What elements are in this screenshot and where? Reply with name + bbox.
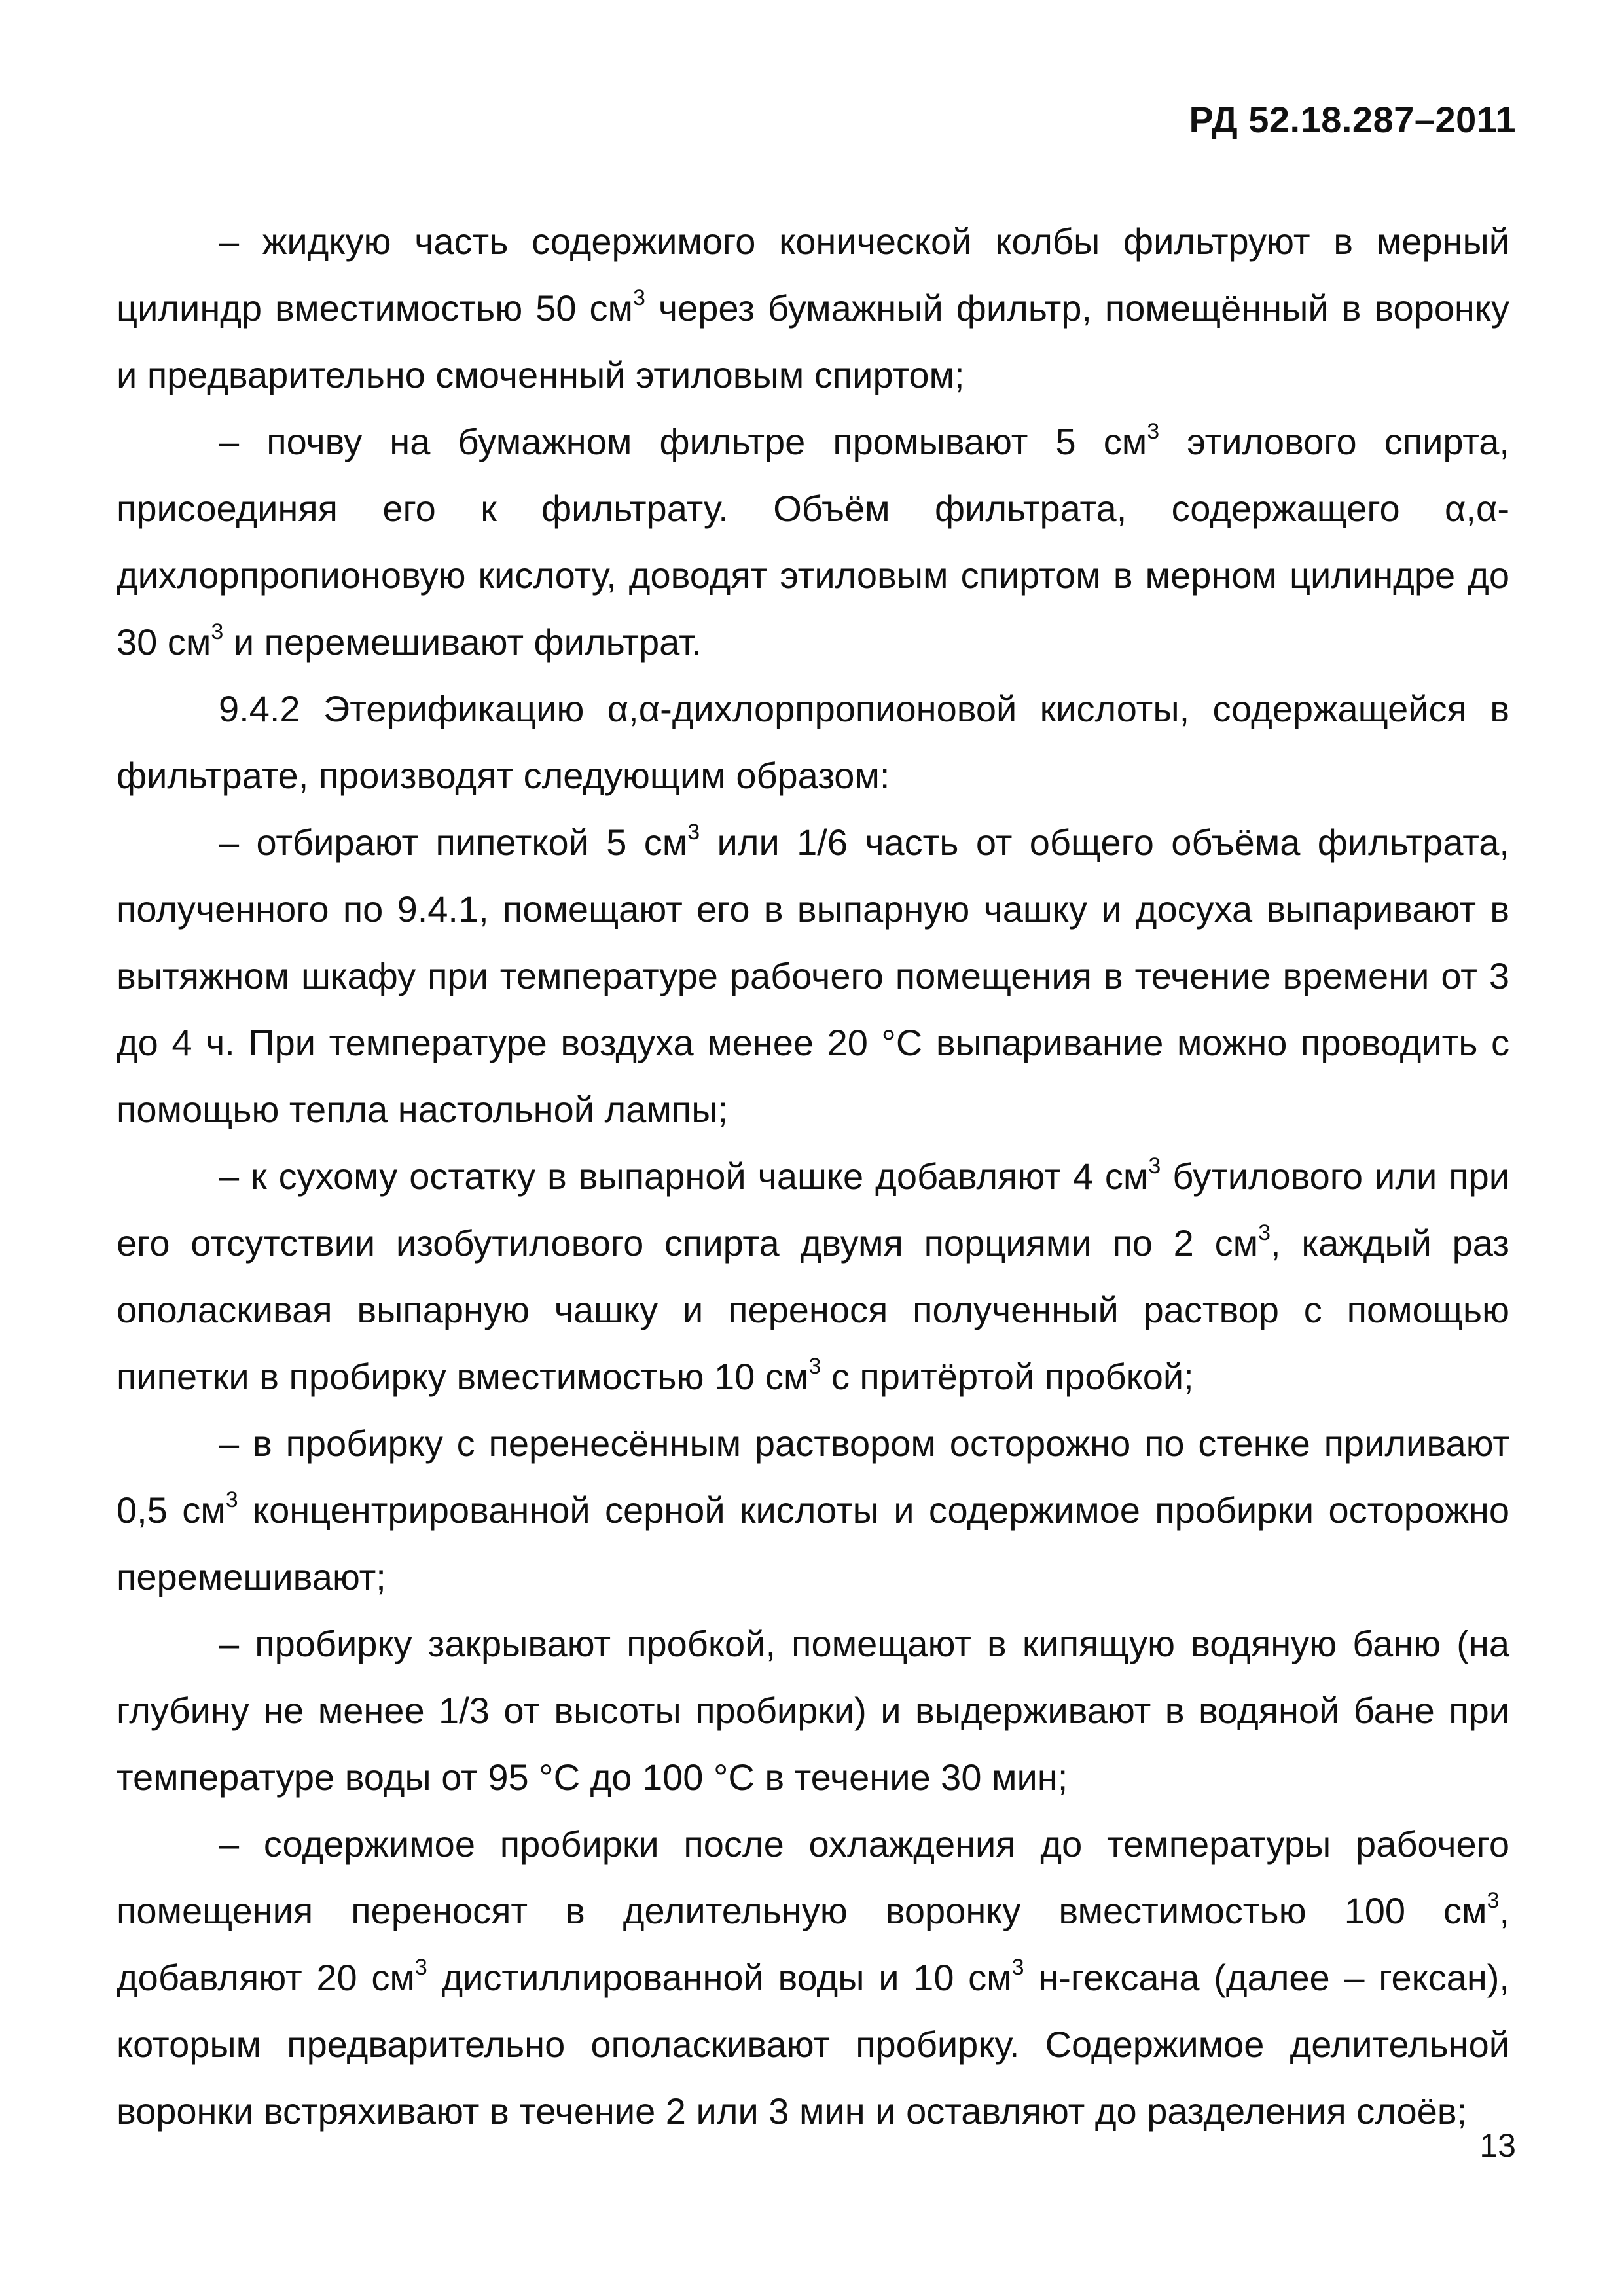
paragraph-rinse-soil: – почву на бумажном фильтре промывают 5 $см^3$ этилового спирта, присоединяя его к фильтрату. Объём фильтрата, содержащего α,α-дихлорпропионовую кислоту, доводят этиловым спиртом в мерном цилиндре до 30 $см^3$ и перемешивают фильтрат. <box>117 419 1509 663</box>
paragraph-add-sulfuric-acid: – в пробирку с перенесённым раствором осторожно по стенке приливают 0,5 $см^3$ концентрированной серной кислоты и содержимое пробирки осторожно перемешивают; <box>117 1423 1509 1597</box>
superscript-exponent: 3 <box>1147 419 1160 444</box>
superscript-exponent: 3 <box>687 820 700 845</box>
document-code-header: РД 52.18.287–2011 <box>1189 99 1516 140</box>
superscript-exponent: 3 <box>414 1955 427 1980</box>
superscript-exponent: 3 <box>211 619 224 644</box>
paragraph-filter-liquid: – жидкую часть содержимого конической колбы фильтруют в мерный цилиндр вместимостью 50 $см^3$ через бумажный фильтр, помещённый в воронку и предварительно смоченный этиловым спиртом; <box>117 221 1509 395</box>
page-body <box>117 208 1509 2145</box>
paragraph-water-bath: – пробирку закрывают пробкой, помещают в кипящую водяную баню (на глубину не менее 1/3 от высоты пробирки) и выдерживают в водяной бане при температуре воды от 95 °С до 100 °С в течение 30 мин; <box>117 1623 1509 1798</box>
superscript-exponent: 3 <box>1148 1154 1161 1178</box>
superscript-exponent: 3 <box>1258 1220 1271 1245</box>
paragraph-evaporate-filtrate: – отбирают пипеткой 5 $см^3$ или 1/6 часть от общего объёма фильтрата, полученного по 9.4.1, помещают его в выпарную чашку и досуха выпаривают в вытяжном шкафу при температуре рабочего помещения в течение времени от 3 до 4 ч. При температуре воздуха менее 20 °С выпаривание можно проводить с помощью тепла настольной лампы; <box>117 820 1509 1130</box>
page-number: 13 <box>1479 2127 1516 2164</box>
paragraph-hexane-extraction: – содержимое пробирки после охлаждения до температуры рабочего помещения переносят в делительную воронку вместимостью 100 $см^3$, добавляют 20 $см^3$ дистиллированной воды и 10 $см^3$ н-гексана (далее – гексан), которым предварительно ополаскивают пробирку. Содержимое делительной воронки встряхивают в течение 2 или 3 мин и оставляют до разделения слоёв; <box>117 1823 1509 2132</box>
superscript-exponent: 3 <box>1011 1955 1024 1980</box>
paragraph-esterification-intro: 9.4.2 Этерификацию α,α-дихлорпропионовой кислоты, содержащейся в фильтрате, производят следующим образом: <box>117 688 1509 796</box>
superscript-exponent: 3 <box>225 1487 238 1512</box>
superscript-exponent: 3 <box>1487 1888 1500 1913</box>
superscript-exponent: 3 <box>633 285 645 310</box>
paragraph-add-butanol: – к сухому остатку в выпарной чашке добавляют 4 $см^3$ бутилового или при его отсутствии изобутилового спирта двумя порциями по 2 $см^3$, каждый раз ополаскивая выпарную чашку и перенося полученный раствор с помощью пипетки в пробирку вместимостью 10 $см^3$ с притёртой пробкой; <box>117 1154 1509 1397</box>
superscript-exponent: 3 <box>808 1354 821 1379</box>
